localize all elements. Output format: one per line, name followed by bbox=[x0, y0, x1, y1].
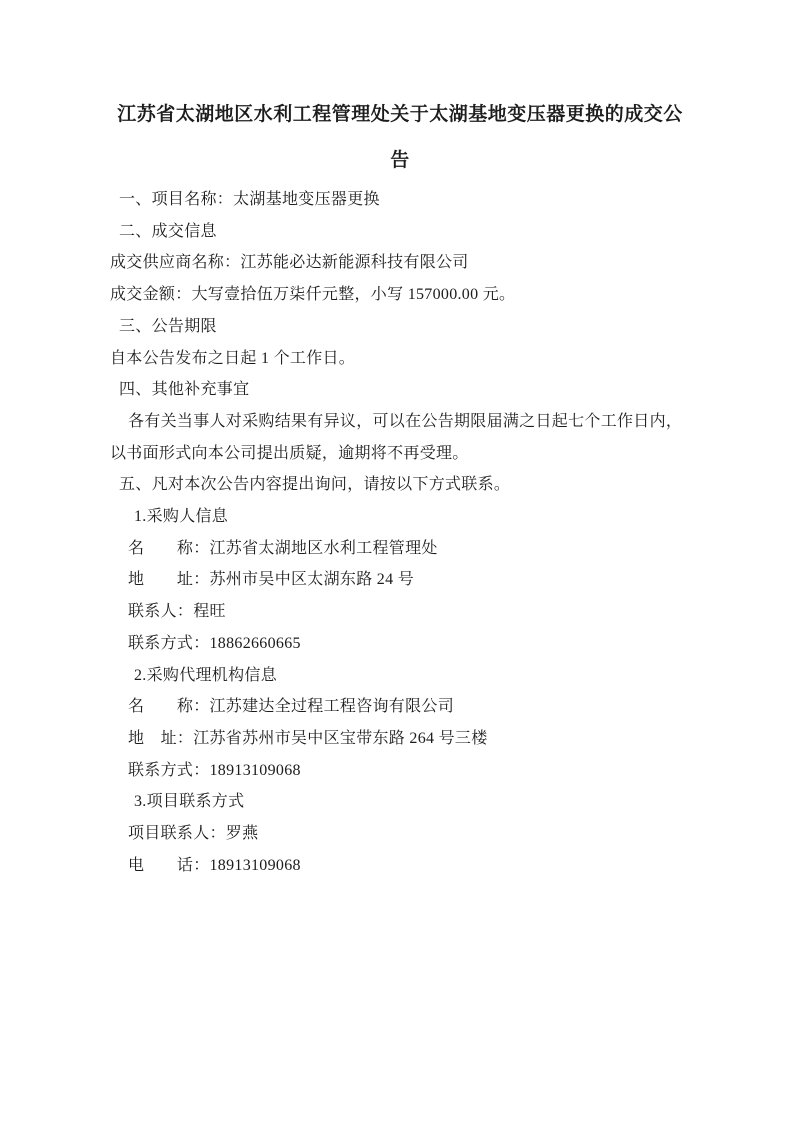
document-content bbox=[110, 0, 690, 881]
document-title-line-1: 江苏省太湖地区水利工程管理处关于太湖基地变压器更换的成交公 bbox=[117, 104, 683, 125]
announcement-period-line: 自本公告发布之日起 1 个工作日。 bbox=[110, 349, 356, 367]
section-2-heading: 二、成交信息 bbox=[119, 222, 217, 240]
objection-line-2: 以书面形式向本公司提出质疑，逾期将不再受理。 bbox=[110, 444, 469, 462]
purchaser-address-line: 地 址：苏州市吴中区太湖东路 24 号 bbox=[128, 571, 415, 589]
project-contact-person-line: 项目联系人：罗燕 bbox=[128, 825, 259, 843]
section-4-heading: 四、其他补充事宜 bbox=[119, 381, 250, 399]
project-contact-heading: 3.项目联系方式 bbox=[134, 793, 245, 811]
agency-address-line: 地 址：江苏省苏州市吴中区宝带东路 264 号三楼 bbox=[128, 729, 488, 747]
section-5-heading: 五、凡对本次公告内容提出询问，请按以下方式联系。 bbox=[119, 476, 511, 494]
deal-amount-line: 成交金额：大写壹拾伍万柒仟元整，小写 157000.00 元。 bbox=[110, 286, 516, 304]
agency-phone-line: 联系方式：18913109068 bbox=[128, 761, 301, 779]
purchaser-name-line: 名 称：江苏省太湖地区水利工程管理处 bbox=[128, 539, 438, 557]
section-3-heading: 三、公告期限 bbox=[119, 317, 217, 335]
document-title bbox=[110, 92, 690, 184]
purchaser-phone-line: 联系方式：18862660665 bbox=[128, 634, 301, 652]
project-phone-line: 电 话：18913109068 bbox=[128, 856, 301, 874]
objection-line-1: 各有关当事人对采购结果有异议，可以在公告期限届满之日起七个工作日内， bbox=[128, 412, 683, 430]
section-1-heading: 一、项目名称：太湖基地变压器更换 bbox=[119, 191, 380, 208]
agency-info-heading: 2.采购代理机构信息 bbox=[134, 666, 278, 684]
purchaser-info-heading: 1.采购人信息 bbox=[134, 508, 229, 526]
agency-name-line: 名 称：江苏建达全过程工程咨询有限公司 bbox=[128, 698, 455, 716]
document-body bbox=[110, 184, 690, 881]
purchaser-contact-person-line: 联系人：程旺 bbox=[128, 603, 226, 621]
document-title-line-2: 告 bbox=[390, 150, 410, 171]
supplier-name-line: 成交供应商名称：江苏能必达新能源科技有限公司 bbox=[110, 254, 469, 272]
